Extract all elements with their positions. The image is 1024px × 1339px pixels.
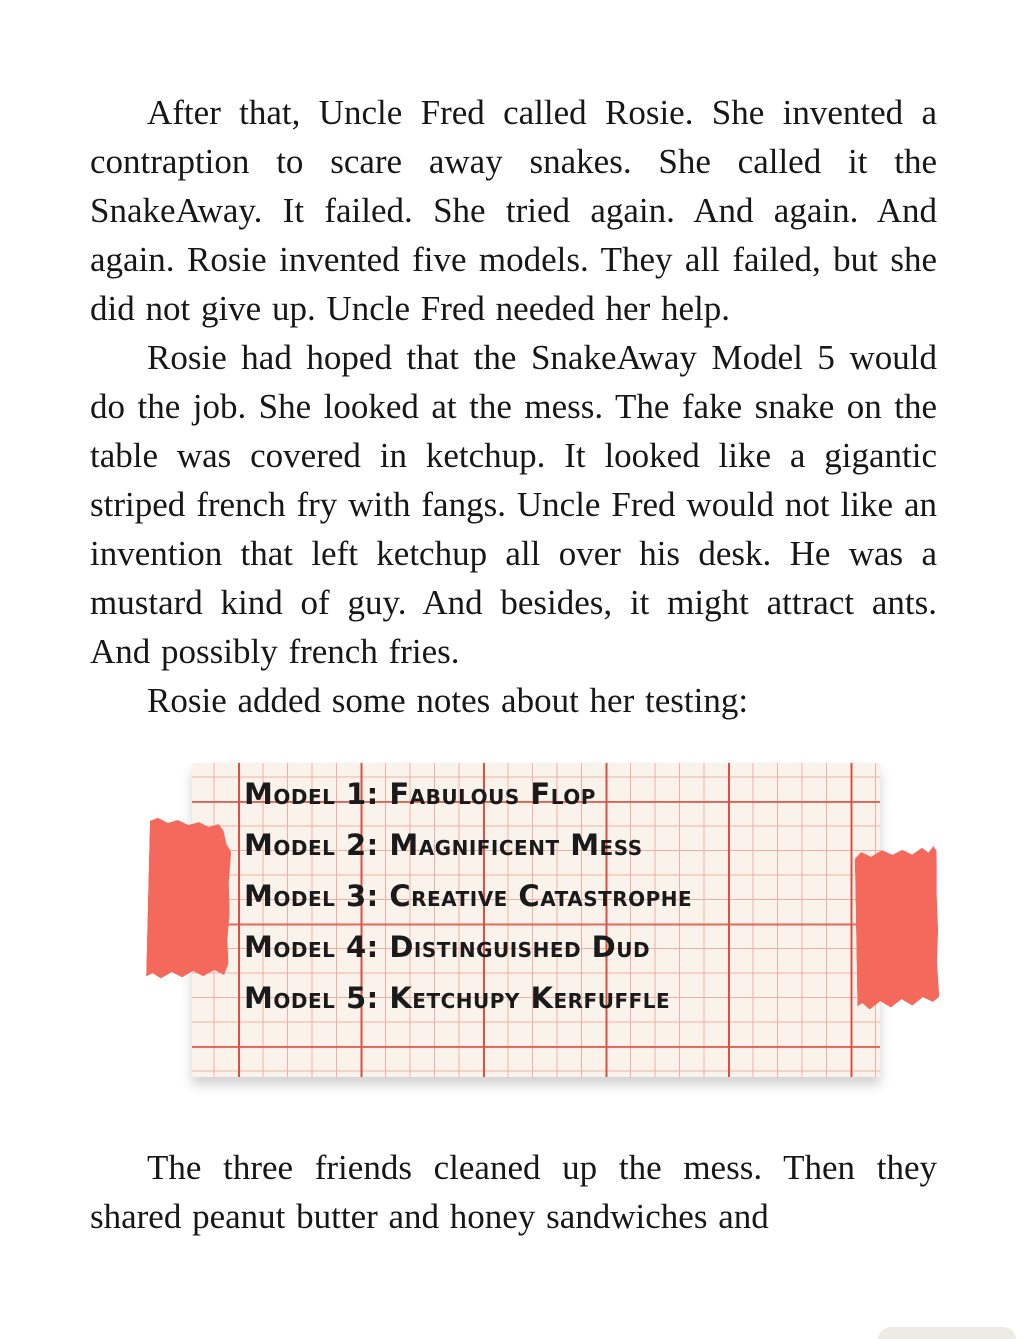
note-line-model-2: Model 2: Magnificent Mess: [244, 828, 643, 862]
note-line-model-5: Model 5: Ketchupy Kerfuffle: [244, 981, 671, 1015]
paragraph-three-friends: The three friends cleaned up the mess. Then they shared peanut butter and honey sandwiches and: [90, 1148, 937, 1236]
tape-right: [855, 844, 940, 1009]
taped-note: [192, 763, 880, 1077]
note-line-model-1: Model 1: Fabulous Flop: [244, 777, 596, 811]
paragraph-rosie-hoped: Rosie had hoped that the SnakeAway Model 5 would do the job. She looked at the mess. The fake snake on the table was covered in ketchup. It looked like a gigantic striped french fry with fangs. Uncle Fred would not like an invention that left ketchup all over his desk. He was a mustard kind of guy. And besides, it might attract ants. And possibly french fries.: [90, 338, 937, 671]
tape-left: [146, 816, 232, 980]
paragraph-after-that: After that, Uncle Fred called Rosie. She invented a contraption to scare away snakes. She called it the SnakeAway. It failed. She tried again. And again. And again. Rosie invented five models. They all failed, but she did not give up. Uncle Fred needed her help.: [90, 93, 937, 328]
note-line-model-4: Model 4: Distinguished Dud: [244, 930, 651, 964]
paragraph-notes-intro: Rosie added some notes about her testing:: [147, 681, 749, 720]
note-line-model-3: Model 3: Creative Catastrophe: [244, 879, 693, 913]
graph-paper-note: [192, 763, 880, 1077]
bottom-right-artifact: [878, 1327, 1016, 1339]
